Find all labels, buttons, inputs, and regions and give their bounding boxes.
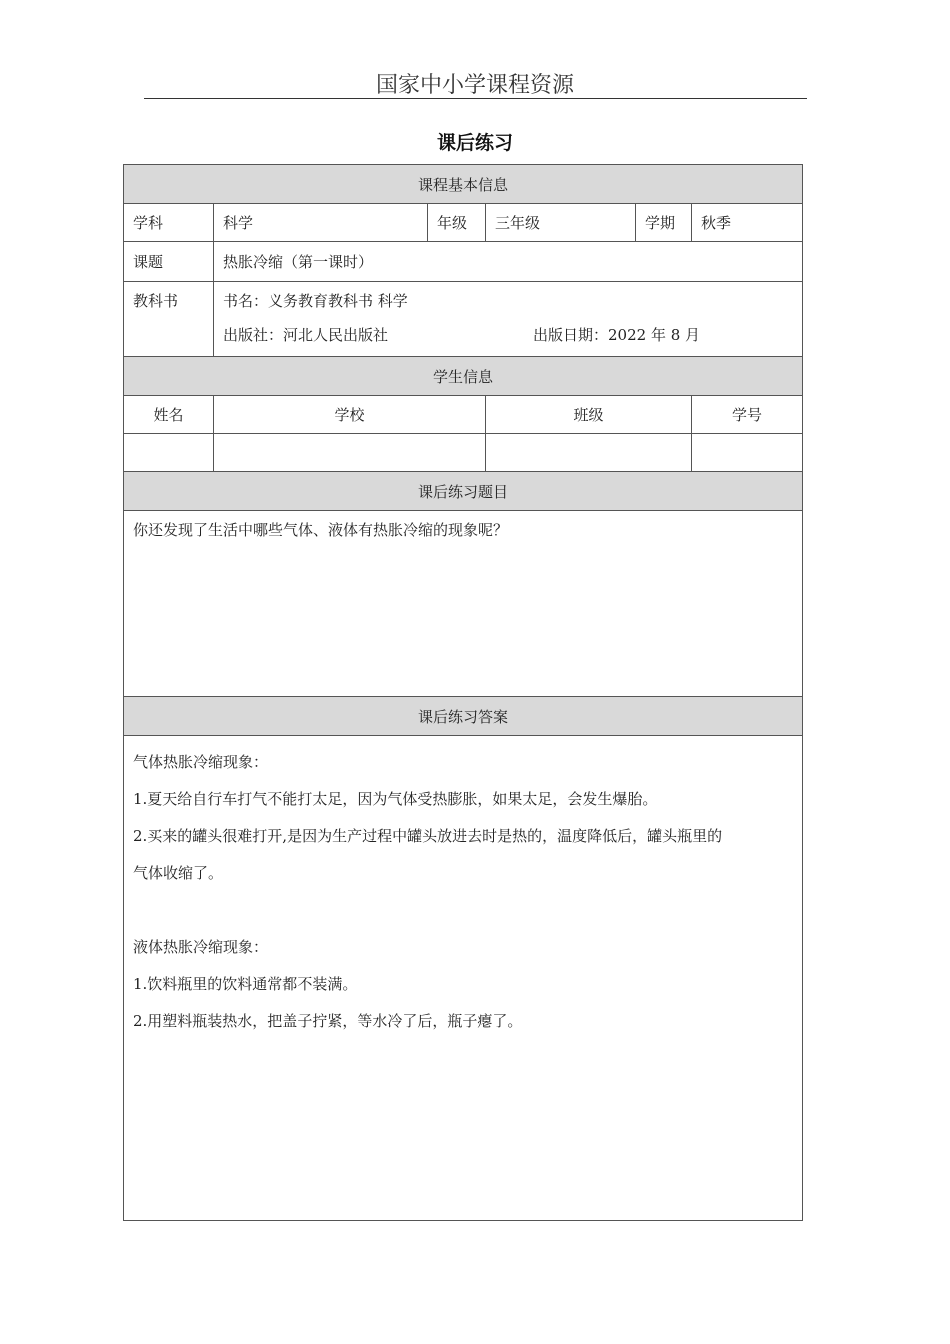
student-info-section-title: 学生信息 — [124, 357, 803, 396]
term-label: 学期 — [636, 204, 692, 242]
student-name-header: 姓名 — [124, 396, 214, 434]
answer-line: 2.买来的罐头很难打开,是因为生产过程中罐头放进去时是热的，温度降低后，罐头瓶里的 — [133, 827, 723, 845]
subject-label: 学科 — [124, 204, 214, 242]
course-info-section-title: 课程基本信息 — [124, 165, 803, 204]
subject-value: 科学 — [214, 204, 428, 242]
exercise-question-row — [124, 511, 803, 697]
answer-body-row — [124, 736, 803, 1221]
exercise-question: 你还发现了生活中哪些气体、液体有热胀冷缩的现象呢？ — [124, 511, 803, 697]
student-info-header-row — [124, 357, 803, 396]
answer-line — [133, 892, 793, 929]
grade-label: 年级 — [428, 204, 486, 242]
answer-line: 液体热胀冷缩现象： — [133, 938, 269, 956]
textbook-row — [124, 282, 803, 357]
subject-row — [124, 204, 803, 242]
answer-line: 1.夏天给自行车打气不能打太足，因为气体受热膨胀，如果太足，会发生爆胎。 — [133, 790, 658, 808]
worksheet-table — [123, 164, 803, 1221]
student-class-header: 班级 — [486, 396, 692, 434]
topic-row — [124, 242, 803, 282]
student-school-header: 学校 — [214, 396, 486, 434]
student-id-field[interactable] — [692, 434, 803, 472]
answer-line: 气体热胀冷缩现象： — [133, 753, 269, 771]
header-title: 国家中小学课程资源 — [375, 73, 574, 98]
publish-date: 出版日期：2022 年 8 月 — [533, 326, 701, 344]
topic-label: 课题 — [124, 242, 214, 282]
answer-line: 1.饮料瓶里的饮料通常都不装满。 — [133, 975, 358, 993]
textbook-label: 教科书 — [124, 282, 214, 357]
course-info-header-row — [124, 165, 803, 204]
publisher: 出版社：河北人民出版社 — [223, 326, 389, 344]
header-rule — [144, 98, 807, 99]
answer-header-row — [124, 697, 803, 736]
answer-body — [124, 736, 803, 1221]
answer-line: 2.用塑料瓶装热水，把盖子拧紧，等水冷了后，瓶子瘪了。 — [133, 1012, 523, 1030]
student-id-header: 学号 — [692, 396, 803, 434]
exercise-section-title: 课后练习题目 — [124, 472, 803, 511]
textbook-details — [214, 282, 803, 357]
doc-title: 课后练习 — [436, 132, 513, 154]
grade-value: 三年级 — [486, 204, 636, 242]
student-school-field[interactable] — [214, 434, 486, 472]
answer-line: 气体收缩了。 — [133, 864, 224, 882]
answer-section-title: 课后练习答案 — [124, 697, 803, 736]
student-info-blank-row — [124, 434, 803, 472]
student-info-columns-row — [124, 396, 803, 434]
topic-value: 热胀冷缩（第一课时） — [214, 242, 803, 282]
exercise-header-row — [124, 472, 803, 511]
term-value: 秋季 — [692, 204, 803, 242]
student-name-field[interactable] — [124, 434, 214, 472]
student-class-field[interactable] — [486, 434, 692, 472]
publisher-line — [223, 320, 793, 350]
book-name: 书名：义务教育教科书 科学 — [223, 292, 408, 310]
